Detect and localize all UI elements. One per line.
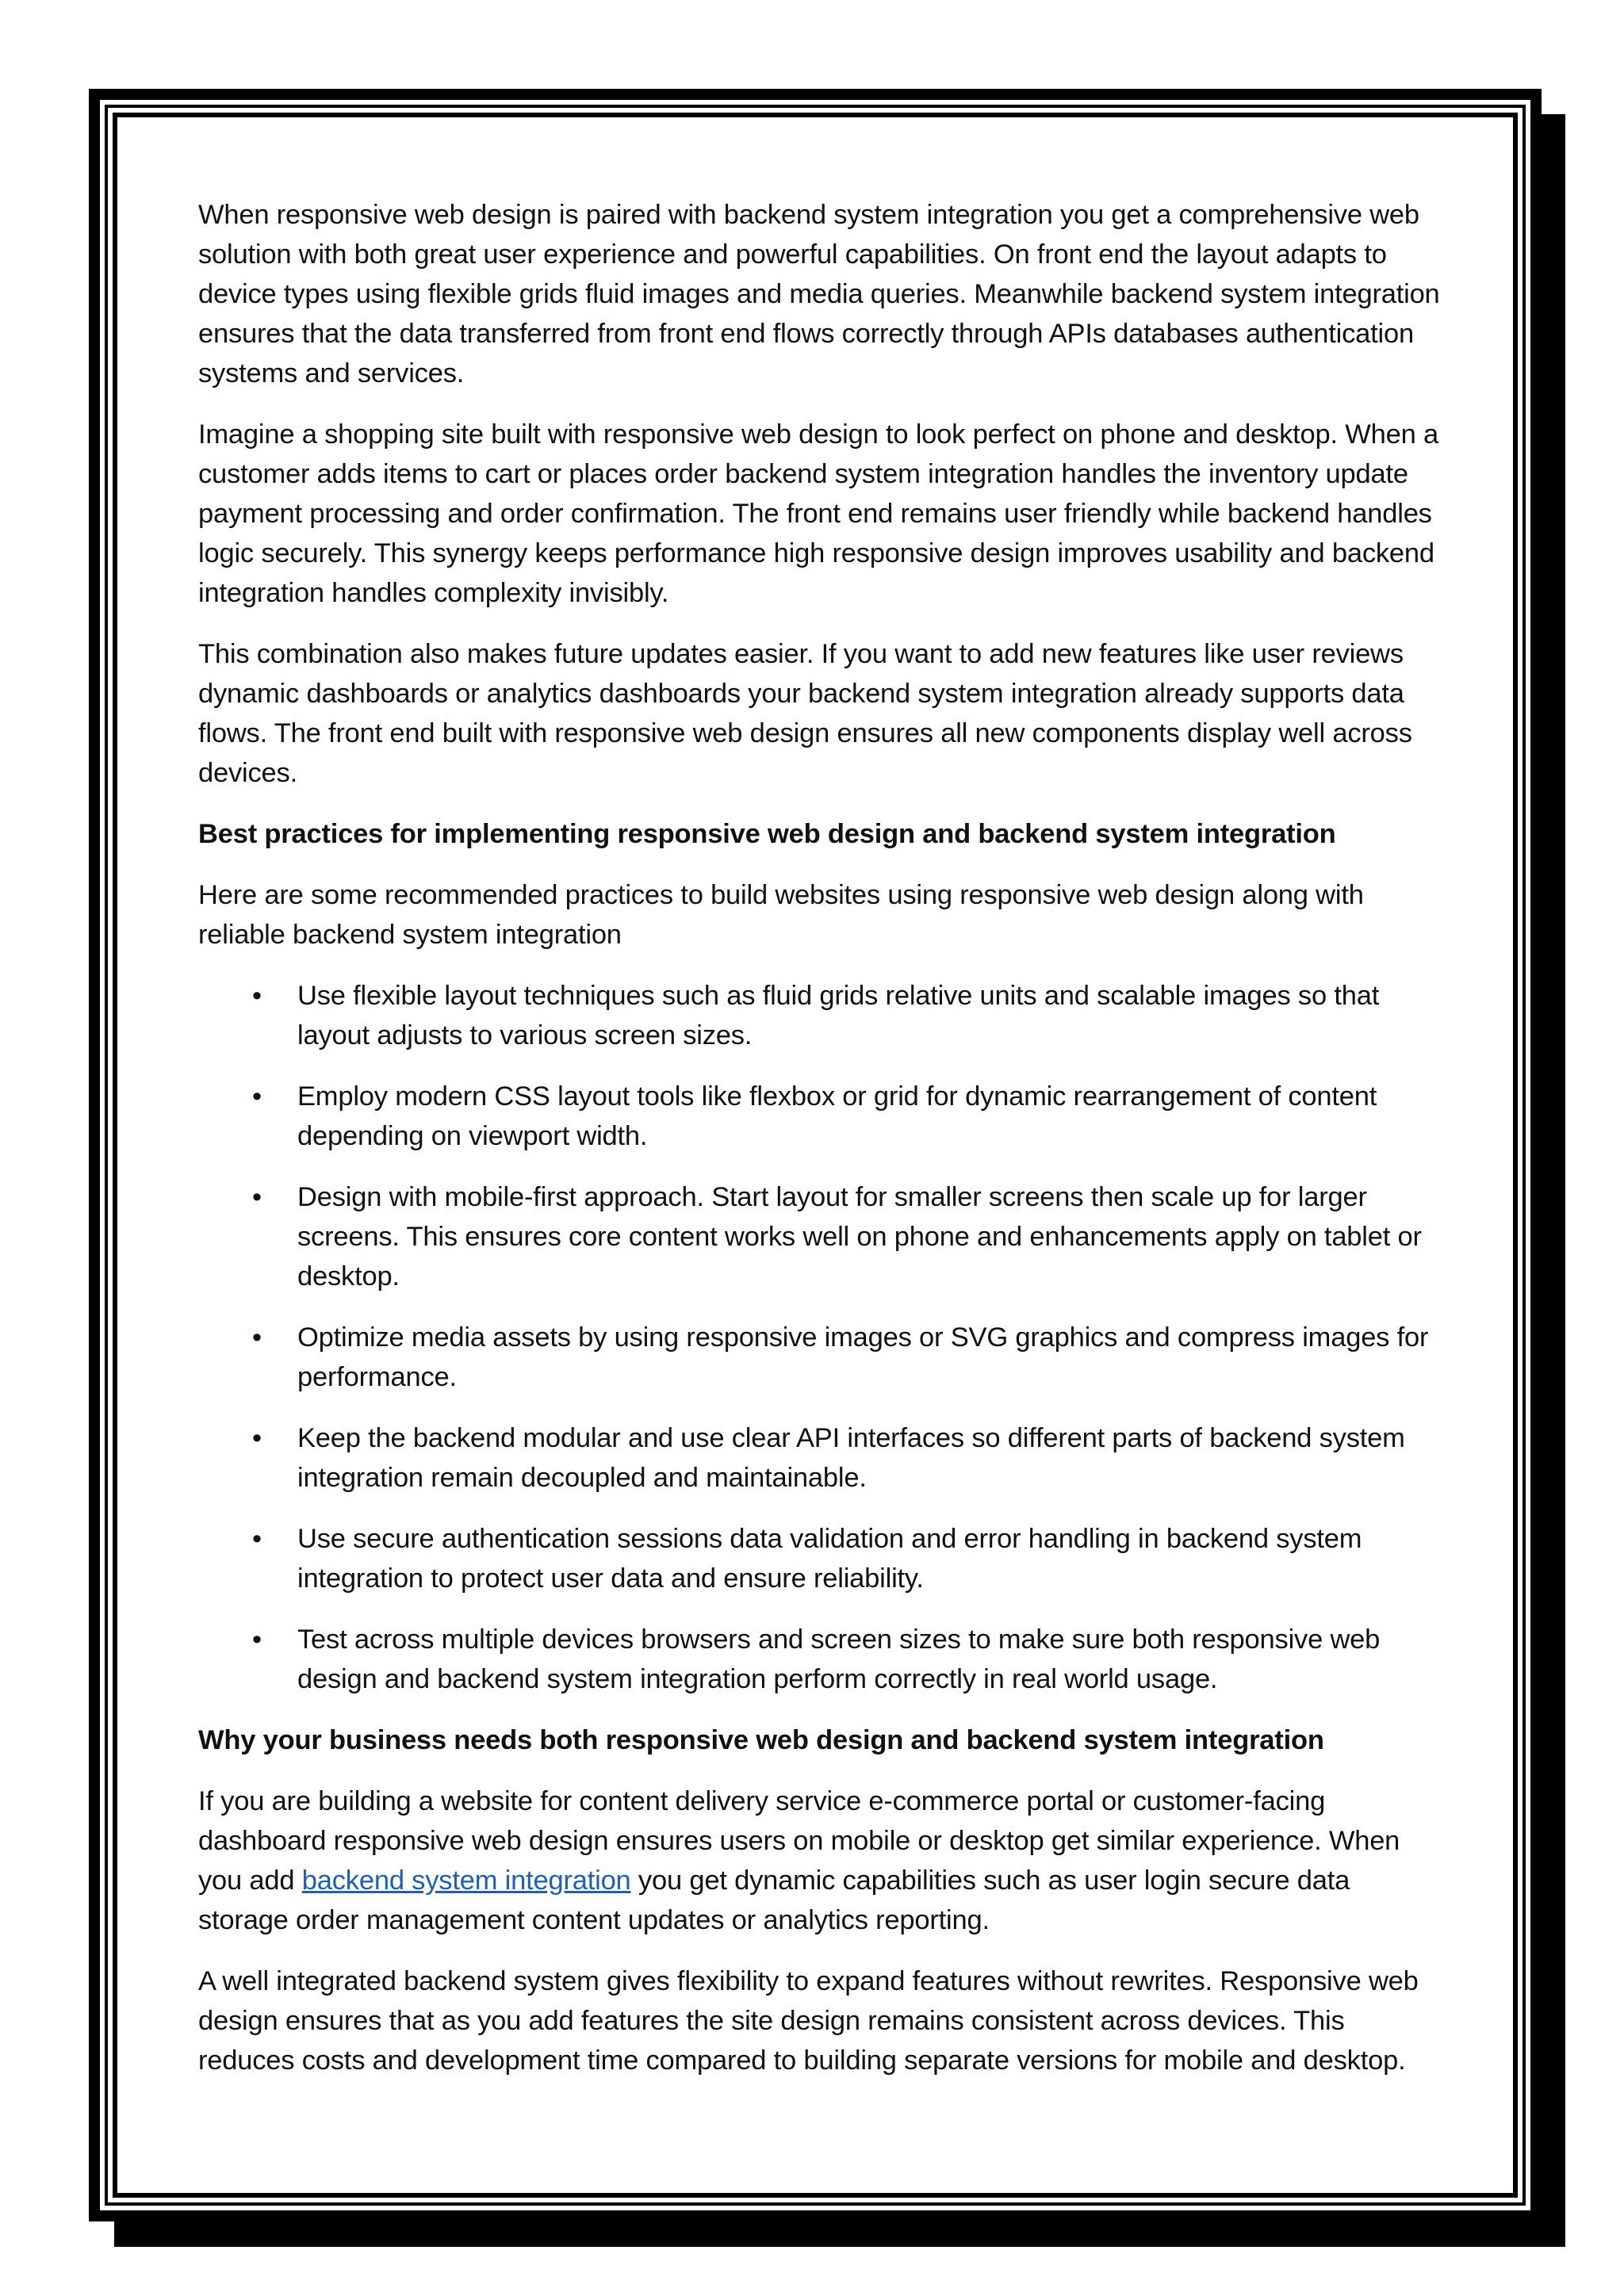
list-item-text: Use secure authentication sessions data validation and error handling in backend system integration to protect user data and ensure reliability.	[297, 1524, 1362, 1594]
intro-paragraph-2: Imagine a shopping site built with responsive web design to look perfect on phone and desktop. When a customer adds items to cart or places order backend system integration handles the inventory update payment processing and order confirmation. The front end remains user friendly while backend handles logic securely. This synergy keeps performance high responsive design improves usability and backend integration handles complexity invisibly.	[198, 419, 1438, 608]
list-item	[198, 1620, 1443, 1699]
bullet-icon: •	[252, 1423, 262, 1453]
list-item-text: Test across multiple devices browsers and screen sizes to make sure both responsive web design and backend system integration perform correctly in real world usage.	[297, 1624, 1381, 1694]
list-item-text: Keep the backend modular and use clear API interfaces so different parts of backend system integration remain decoupled and maintainable.	[297, 1423, 1405, 1493]
section-heading-best-practices: Best practices for implementing responsive web design and backend system integration	[198, 819, 1336, 849]
bullet-icon: •	[252, 1524, 262, 1554]
bullet-icon: •	[252, 1624, 262, 1655]
list-item-text: Employ modern CSS layout tools like flexbox or grid for dynamic rearrangement of content depending on viewport width.	[297, 1081, 1377, 1151]
list-item-text: Use flexible layout techniques such as fluid grids relative units and scalable images so that layout adjusts to various screen sizes.	[297, 981, 1380, 1050]
list-item	[198, 1177, 1443, 1296]
intro-paragraph-1: When responsive web design is paired with backend system integration you get a comprehensive web solution with both great user experience and powerful capabilities. On front end the layout adapts to device types using flexible grids fluid images and media queries. Meanwhile backend system integration ensures that the data transferred from front end flows correctly through APIs databases authentication systems and services.	[198, 200, 1440, 388]
list-item-text: Optimize media assets by using responsive images or SVG graphics and compress images for performance.	[297, 1322, 1429, 1392]
backend-integration-link[interactable]: backend system integration	[301, 1866, 631, 1896]
document-body	[198, 195, 1443, 2102]
list-item-text: Design with mobile-first approach. Start layout for smaller screens then scale up for larger screens. This ensures core content works well on phone and enhancements apply on tablet or desktop.	[297, 1182, 1422, 1292]
best-practices-intro: Here are some recommended practices to build websites using responsive web design along with reliable backend system integration	[198, 880, 1364, 950]
list-item	[198, 1519, 1443, 1598]
why-business-paragraph-2: A well integrated backend system gives flexibility to expand features without rewrites. Responsive web design ensures that as you add features the site design remains consistent across devices. This reduces costs and development time compared to building separate versions for mobile and desktop.	[198, 1966, 1419, 2076]
paragraph-text-after-link: you get dynamic capabilities such as user login secure data storage order management content updates or analytics reporting.	[198, 1866, 1350, 1935]
paragraph-text-before-link: If you are building a website for content delivery service e-commerce portal or customer-facing dashboard responsive web design ensures users on mobile or desktop get similar experience. When you add	[198, 1786, 1400, 1896]
list-item	[198, 1318, 1443, 1397]
intro-paragraph-3: This combination also makes future updates easier. If you want to add new features like user reviews dynamic dashboards or analytics dashboards your backend system integration already supports data flows. The front end built with responsive web design ensures all new components display well across devices.	[198, 639, 1412, 788]
list-item	[198, 1418, 1443, 1498]
bullet-icon: •	[252, 981, 262, 1011]
bullet-icon: •	[252, 1081, 262, 1112]
best-practices-list	[198, 976, 1443, 1699]
section-heading-why-business: Why your business needs both responsive web design and backend system integration	[198, 1725, 1324, 1755]
bullet-icon: •	[252, 1322, 262, 1353]
bullet-icon: •	[252, 1182, 262, 1212]
list-item	[198, 976, 1443, 1055]
why-business-paragraph-1	[198, 1781, 1443, 1940]
list-item	[198, 1077, 1443, 1156]
